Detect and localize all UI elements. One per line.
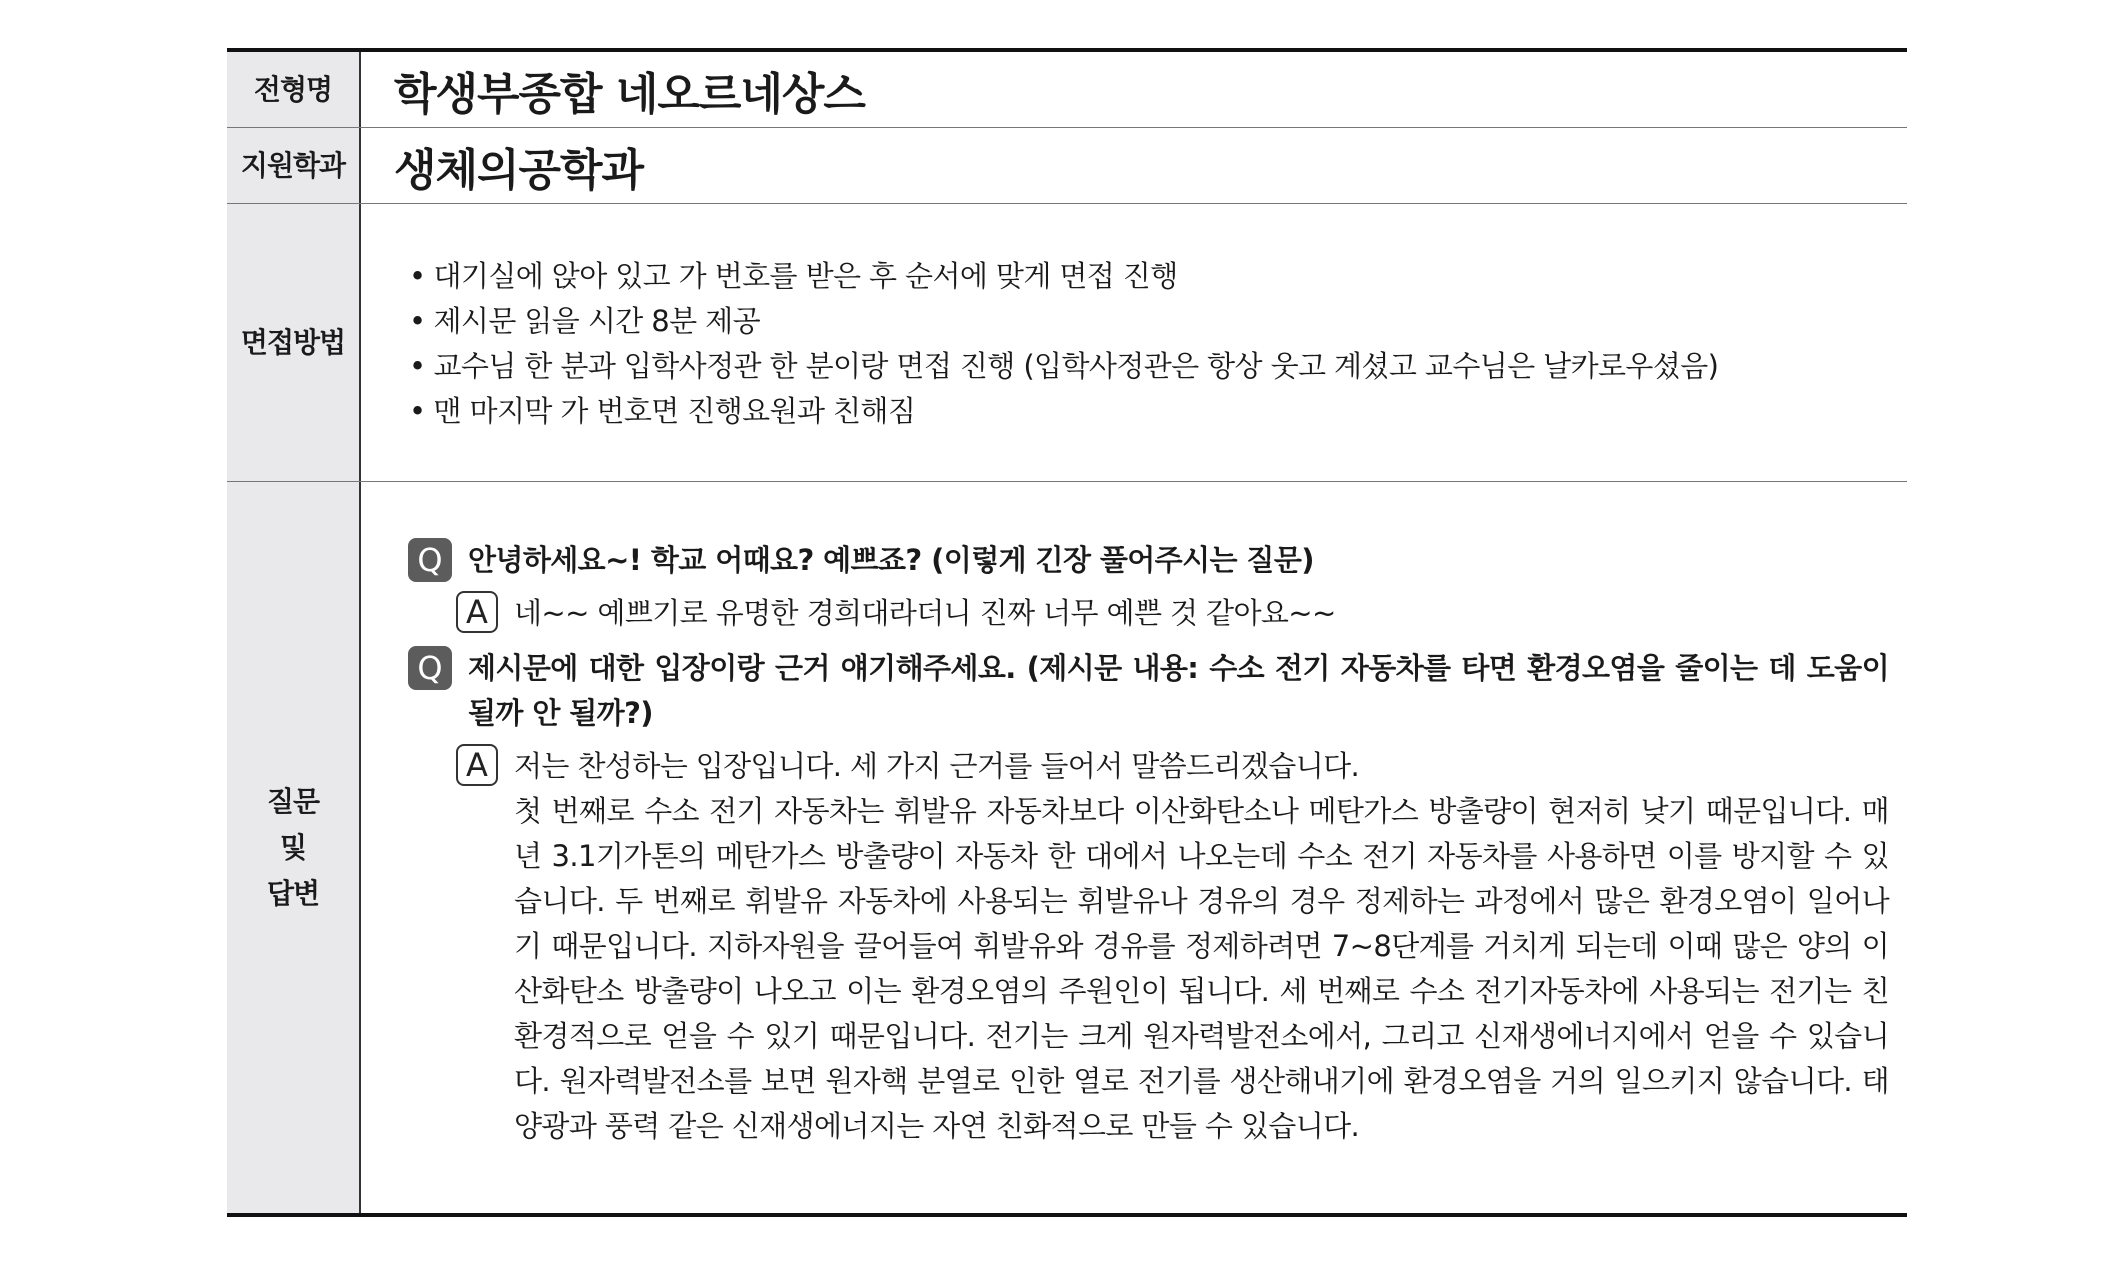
qa-list (394, 482, 1889, 1149)
answer-badge-icon: A (456, 744, 498, 786)
label-admission-type: 전형명 (227, 52, 361, 127)
question-badge-icon: Q (408, 646, 452, 690)
label-questions-answers: 질문 및 답변 (227, 482, 361, 1213)
question-2 (408, 646, 1889, 736)
bullet-mark: • (409, 259, 426, 293)
answer-text: 네~~ 예쁘기로 유명한 경희대라더니 진짜 너무 예쁜 것 같아요~~ (514, 596, 1336, 630)
answer-text: 저는 찬성하는 입장입니다. 세 가지 근거를 들어서 말씀드리겠습니다. 첫 번째로 수소 전기 자동차는 휘발유 자동차보다 이산화탄소나 메탄가스 방출량이 현저히 낮기 때문입니다. 매년 3.1기가톤의 메탄가스 방출량이 자동차 한 대에서 나오는데 수소 전기 자동차를 사용하면 이를 방지할 수 있습니다. 두 번째로 휘발유 자동차에 사용되는 휘발유나 경유의 경우 정제하는 과정에서 많은 환경오염이 일어나기 때문입니다. 지하자원을 끌어들여 휘발유와 경유를 정제하려면 7~8단계를 거치게 되는데 이때 많은 양의 이산화탄소 방출량이 나오고 이는 환경오염의 주원인이 됩니다. 세 번째로 수소 전기자동차에 사용되는 전기는 친환경적으로 얻을 수 있기 때문입니다. 전기는 크게 원자력발전소에서, 그리고 신재생에너지에서 얻을 수 있습니다. 원자력발전소를 보면 원자핵 분열로 인한 열로 전기를 생산해내기에 환경오염을 거의 일으키지 않습니다. 태양광과 풍력 같은 신재생에너지는 자연 친화적으로 만들 수 있습니다. (514, 749, 1890, 1143)
answer-badge-icon: A (456, 591, 498, 633)
question-badge-icon: Q (408, 538, 452, 582)
method-item: • 맨 마지막 가 번호면 진행요원과 친해짐 (409, 394, 916, 428)
answer-1 (456, 591, 1889, 636)
interview-table (227, 48, 1907, 1217)
admission-type-value: 학생부종합 네오르네상스 (394, 68, 865, 120)
bullet-mark: • (409, 394, 426, 428)
method-item: • 교수님 한 분과 입학사정관 한 분이랑 면접 진행 (입학사정관은 항상 웃고 계셨고 교수님은 날카로우셨음) (409, 349, 1719, 383)
question-text: 안녕하세요~! 학교 어때요? 예쁘죠? (이렇게 긴장 풀어주시는 질문) (468, 543, 1314, 577)
row-department (227, 128, 1907, 204)
label-department: 지원학과 (227, 128, 361, 203)
bullet-mark: • (409, 304, 426, 338)
question-text: 제시문에 대한 입장이랑 근거 얘기해주세요. (제시문 내용: 수소 전기 자동차를 타면 환경오염을 줄이는 데 도움이 될까 안 될까?) (468, 651, 1889, 730)
row-admission-type (227, 52, 1907, 128)
method-item: • 제시문 읽을 시간 8분 제공 (409, 304, 760, 338)
row-interview-method (227, 204, 1907, 482)
method-list (394, 204, 1889, 434)
label-interview-method: 면접방법 (227, 204, 361, 481)
bullet-mark: • (409, 349, 426, 383)
row-questions-answers (227, 482, 1907, 1213)
department-value: 생체의공학과 (394, 144, 644, 196)
question-1 (408, 538, 1889, 583)
method-item: • 대기실에 앉아 있고 가 번호를 받은 후 순서에 맞게 면접 진행 (409, 259, 1178, 293)
answer-2 (456, 744, 1889, 1149)
